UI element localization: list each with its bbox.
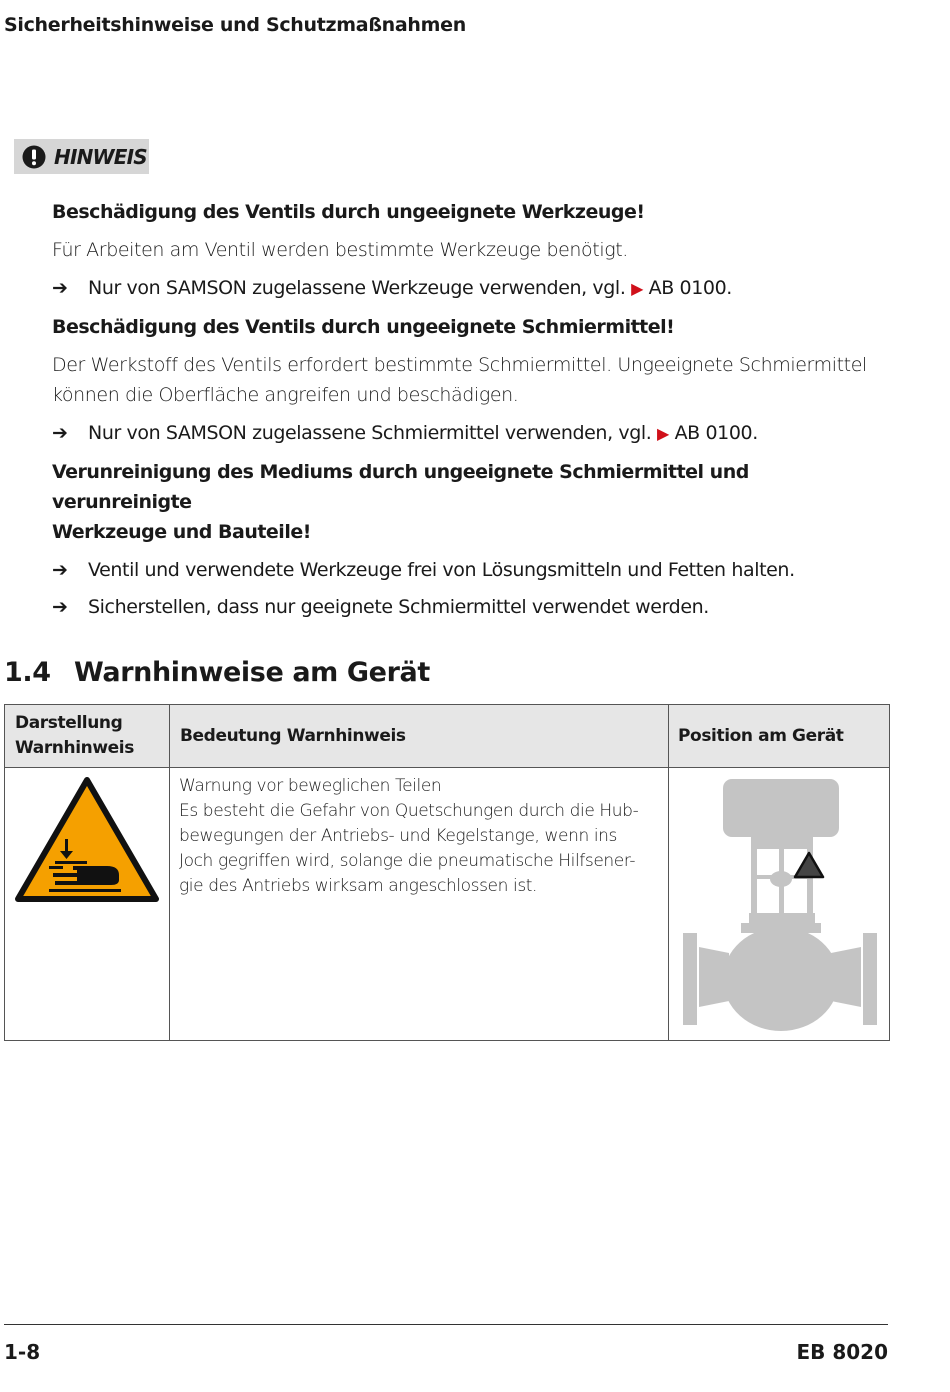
- cell-line: Joch gegriffen wird, solange die pneumatische Hilfsener-: [179, 851, 636, 871]
- notice-heading-contamination-1: Verunreinigung des Mediums durch ungeeignete Schmiermittel und verunreinigte: [52, 461, 749, 513]
- cell-line: Es besteht die Gefahr von Quetschungen durch die Hub-: [179, 801, 639, 821]
- bullet-item: [52, 555, 892, 585]
- notice-text-tools: Für Arbeiten am Ventil werden bestimmte Werkzeuge benötigt.: [52, 239, 628, 261]
- arrow-right-icon: ➔: [52, 422, 68, 444]
- table-divider: [169, 705, 170, 1040]
- notice-badge: [14, 139, 149, 174]
- arrow-right-icon: ➔: [52, 277, 68, 299]
- bullet-text: Sicherstellen, dass nur geeignete Schmiermittel verwendet werden.: [88, 596, 709, 618]
- bullet-text: Nur von SAMSON zugelassene Schmiermittel verwenden, vgl.: [88, 422, 652, 444]
- notice-body: [52, 197, 892, 622]
- header-line: Darstellung: [15, 713, 123, 733]
- notice-text-lubricants-2: können die Oberfläche angreifen und beschädigen.: [52, 384, 519, 406]
- table-header-position: Position am Gerät: [678, 726, 844, 746]
- play-triangle-icon: ▶: [657, 424, 669, 443]
- exclamation-circle-icon: [22, 145, 46, 169]
- reference-link[interactable]: AB 0100.: [648, 277, 732, 299]
- page-number: 1-8: [4, 1340, 41, 1364]
- cell-line: gie des Antriebs wirksam angeschlossen ist.: [179, 876, 538, 896]
- header-line: Warnhinweis: [15, 738, 134, 758]
- notice-text-lubricants-1: Der Werkstoff des Ventils erfordert bestimmte Schmiermittel. Ungeeignete Schmiermittel: [52, 354, 867, 376]
- table-header-display: [15, 711, 165, 761]
- notice-label: HINWEIS: [54, 144, 147, 169]
- cell-line: bewegungen der Antriebs- und Kegelstange, wenn ins: [179, 826, 618, 846]
- table-divider: [668, 705, 669, 1040]
- bullet-text: Nur von SAMSON zugelassene Werkzeuge verwenden, vgl.: [88, 277, 626, 299]
- warning-table: [4, 704, 890, 1041]
- footer-rule: [4, 1324, 888, 1325]
- arrow-right-icon: ➔: [52, 559, 68, 581]
- page-header-title: Sicherheitshinweise und Schutzmaßnahmen: [4, 14, 466, 36]
- table-cell-meaning: [179, 774, 664, 899]
- bullet-item: [52, 273, 892, 304]
- bullet-item: [52, 418, 892, 449]
- notice-heading-contamination-2: Werkzeuge und Bauteile!: [52, 521, 311, 543]
- reference-link[interactable]: AB 0100.: [674, 422, 758, 444]
- notice-heading-tools: Beschädigung des Ventils durch ungeeignete Werkzeuge!: [52, 201, 645, 223]
- arrow-right-icon: ➔: [52, 596, 68, 618]
- table-header-meaning: Bedeutung Warnhinweis: [180, 726, 406, 746]
- bullet-text: Ventil und verwendete Werkzeuge frei von Lösungsmitteln und Fetten halten.: [88, 559, 795, 581]
- section-number: 1.4: [4, 657, 51, 688]
- document-id: EB 8020: [796, 1340, 888, 1364]
- bullet-item: [52, 592, 892, 622]
- cell-line: Warnung vor beweglichen Teilen: [179, 776, 442, 796]
- valve-diagram-icon: [677, 775, 883, 1033]
- section-heading: [4, 657, 430, 688]
- notice-heading-lubricants: Beschädigung des Ventils durch ungeeignete Schmiermittel!: [52, 316, 675, 338]
- section-title: Warnhinweise am Gerät: [74, 657, 430, 688]
- play-triangle-icon: ▶: [631, 279, 644, 298]
- warning-crush-hand-icon: [15, 777, 159, 903]
